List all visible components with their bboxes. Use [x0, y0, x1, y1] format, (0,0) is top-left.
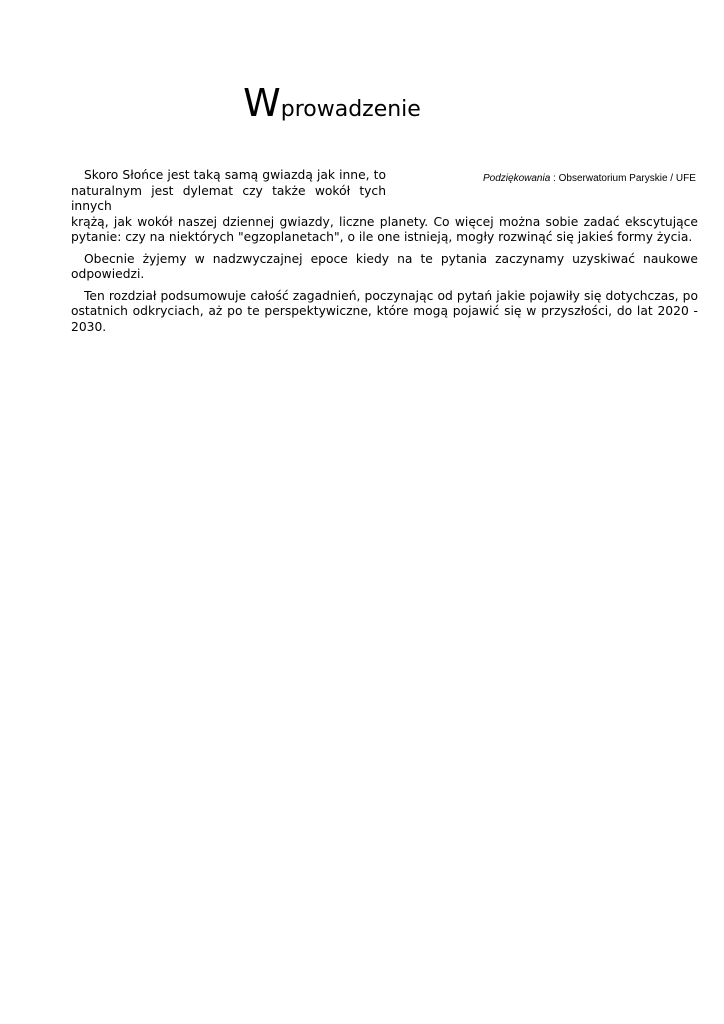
- paragraph-1-line-2: naturalnym jest dylemat czy także wokół tych innych: [71, 183, 386, 213]
- title-rest: prowadzenie: [280, 97, 421, 122]
- paragraph-3-line-1: Ten rozdział podsumowuje całość zagadnień, poczynając od pytań jakie pojawiły się dotychczas, po: [84, 288, 698, 303]
- paragraph-3-line-2: ostatnich odkryciach, aż po te perspektywiczne, które mogą pojawić się w przyszłości, do lat 2020 - 2030.: [71, 304, 698, 334]
- title-initial: W: [243, 81, 281, 125]
- paragraph-1: [71, 168, 698, 246]
- intro-text: [71, 168, 698, 341]
- paragraph-2: Obecnie żyjemy w nadzwyczajnej epoce kiedy na te pytania zaczynamy uzyskiwać naukowe odpowiedzi.: [71, 251, 698, 281]
- paragraph-3: [71, 289, 698, 336]
- acknowledgment-separator: :: [550, 173, 559, 184]
- page-title: [0, 81, 664, 125]
- paragraph-1-line-1: Skoro Słońce jest taką samą gwiazdą jak inne, to: [84, 168, 386, 182]
- paragraph-1-line-4: pytanie: czy na niektórych "egzoplanetach", o ile one istnieją, mogły rozwinąć się jakieś formy życia.: [71, 230, 693, 244]
- acknowledgment-label: Podziękowania: [483, 173, 551, 184]
- paragraph-1-line-3: krążą, jak wokół naszej dziennej gwiazdy, liczne planety. Co więcej można sobie zadać ekscytujące: [71, 214, 698, 229]
- acknowledgment-value: Obserwatorium Paryskie / UFE: [558, 173, 696, 184]
